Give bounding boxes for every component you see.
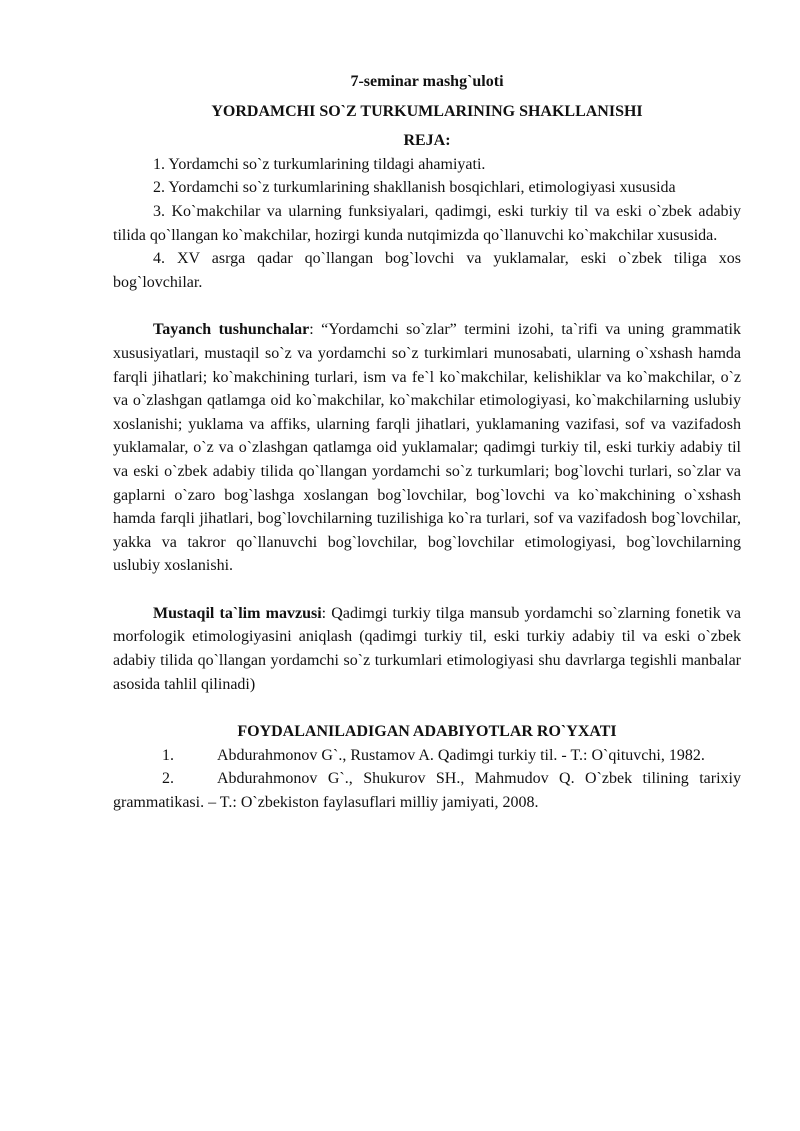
reference-text: Abdurahmonov G`., Rustamov A. Qadimgi turkiy til. - T.: O`qituvchi, 1982. — [217, 746, 705, 764]
plan-item-1: 1. Yordamchi so`z turkumlarining tildagi ahamiyati. — [153, 155, 486, 173]
spacer — [113, 578, 741, 602]
reference-item-1 — [113, 744, 741, 768]
seminar-title: 7-seminar mashg`uloti — [350, 73, 504, 90]
plan-heading: REJA: — [403, 132, 451, 150]
spacer — [113, 294, 741, 318]
plan-item-2: 2. Yordamchi so`z turkumlarining shakllanish bosqichlari, etimologiyasi xususida — [153, 179, 676, 197]
reference-text: Abdurahmonov G`., Shukurov SH., Mahmudov Q. O`zbek tilining tarixiy grammatikasi. – T.: O`zbekiston faylasuflari milliy jamiyati, 2008. — [113, 770, 741, 812]
spacer — [113, 696, 741, 720]
topic-title: YORDAMCHI SO`Z TURKUMLARINING SHAKLLANISHI — [211, 102, 643, 120]
independent-study-label: Mustaqil ta`lim mavzusi — [153, 604, 322, 622]
references-heading: FOYDALANILADIGAN ADABIYOTLAR RO`YXATI — [237, 723, 617, 741]
key-concepts-paragraph — [113, 318, 741, 578]
independent-study-text: : Qadimgi turkiy tilga mansub yordamchi so`zlarning fonetik va morfologik etimologiyasini aniqlash (qadimgi turkiy til, eski turkiy adabiy til va eski o`zbek adabiy tilida qo`llangan yordamchi so`z turkumlari etimologiyasi shu davrlarga tegishli manbalar asosida tahlil qilinadi) — [113, 604, 742, 693]
plan-item-3: 3. Ko`makchilar va ularning funksiyalari, qadimgi, eski turkiy til va eski o`zbek adabiy tilida qo`llangan ko`makchilar, hozirgi kunda nutqimizda qo`llanuvchi ko`makchilar xususida. — [113, 202, 741, 244]
reference-item-2 — [113, 767, 741, 814]
plan-item-4: 4. XV asrga qadar qo`llangan bog`lovchi va yuklamalar, eski o`zbek tiliga xos bog`lovchilar. — [113, 250, 741, 291]
key-concepts-text: : “Yordamchi so`zlar” termini izohi, ta`rifi va uning grammatik xususiyatlari, mustaqil so`z va yordamchi so`z turkimlari munosabati, ularning o`xshash hamda farqli jihatlari; ko`makchining turlari, ism va fe`l ko`makchilar, kelishiklar va ko`makchilar, o`z va o`zlashgan qatlamga oid ko`makchilar, ko`makchilar etimologiyasi, ko`makchilarning uslubiy xoslanishi; yuklama va affiks, ularning farqli jihatlari, yuklamaning vazifasi, sof va vazifadosh yuklamalar, o`z va o`zlashgan qatlamga oid yuklamalar; qadimgi turkiy til, eski turkiy adabiy til va eski o`zbek adabiy tilida qo`llangan yordamchi so`z turkumlari; bog`lovchi turlari, so`zlar va gaplarni o`zaro bog`lashga xoslangan bog`lovchilar, bog`lovchi va ko`makchining o`xshash hamda farqli jihatlari, bog`lovchilarning tuzilishiga ko`ra turlari, sof va vazifadosh bog`lovchilar, yakka va takror qo`llanuvchi bog`lovchilar, bog`lovchilar etimologiyasi, bog`lovchilarning uslubiy xoslanishi. — [113, 321, 741, 575]
reference-number: 1. — [162, 746, 174, 764]
independent-study-paragraph — [113, 602, 741, 696]
reference-number: 2. — [162, 770, 174, 788]
document-page — [113, 70, 741, 815]
key-concepts-label: Tayanch tushunchalar — [153, 321, 310, 339]
